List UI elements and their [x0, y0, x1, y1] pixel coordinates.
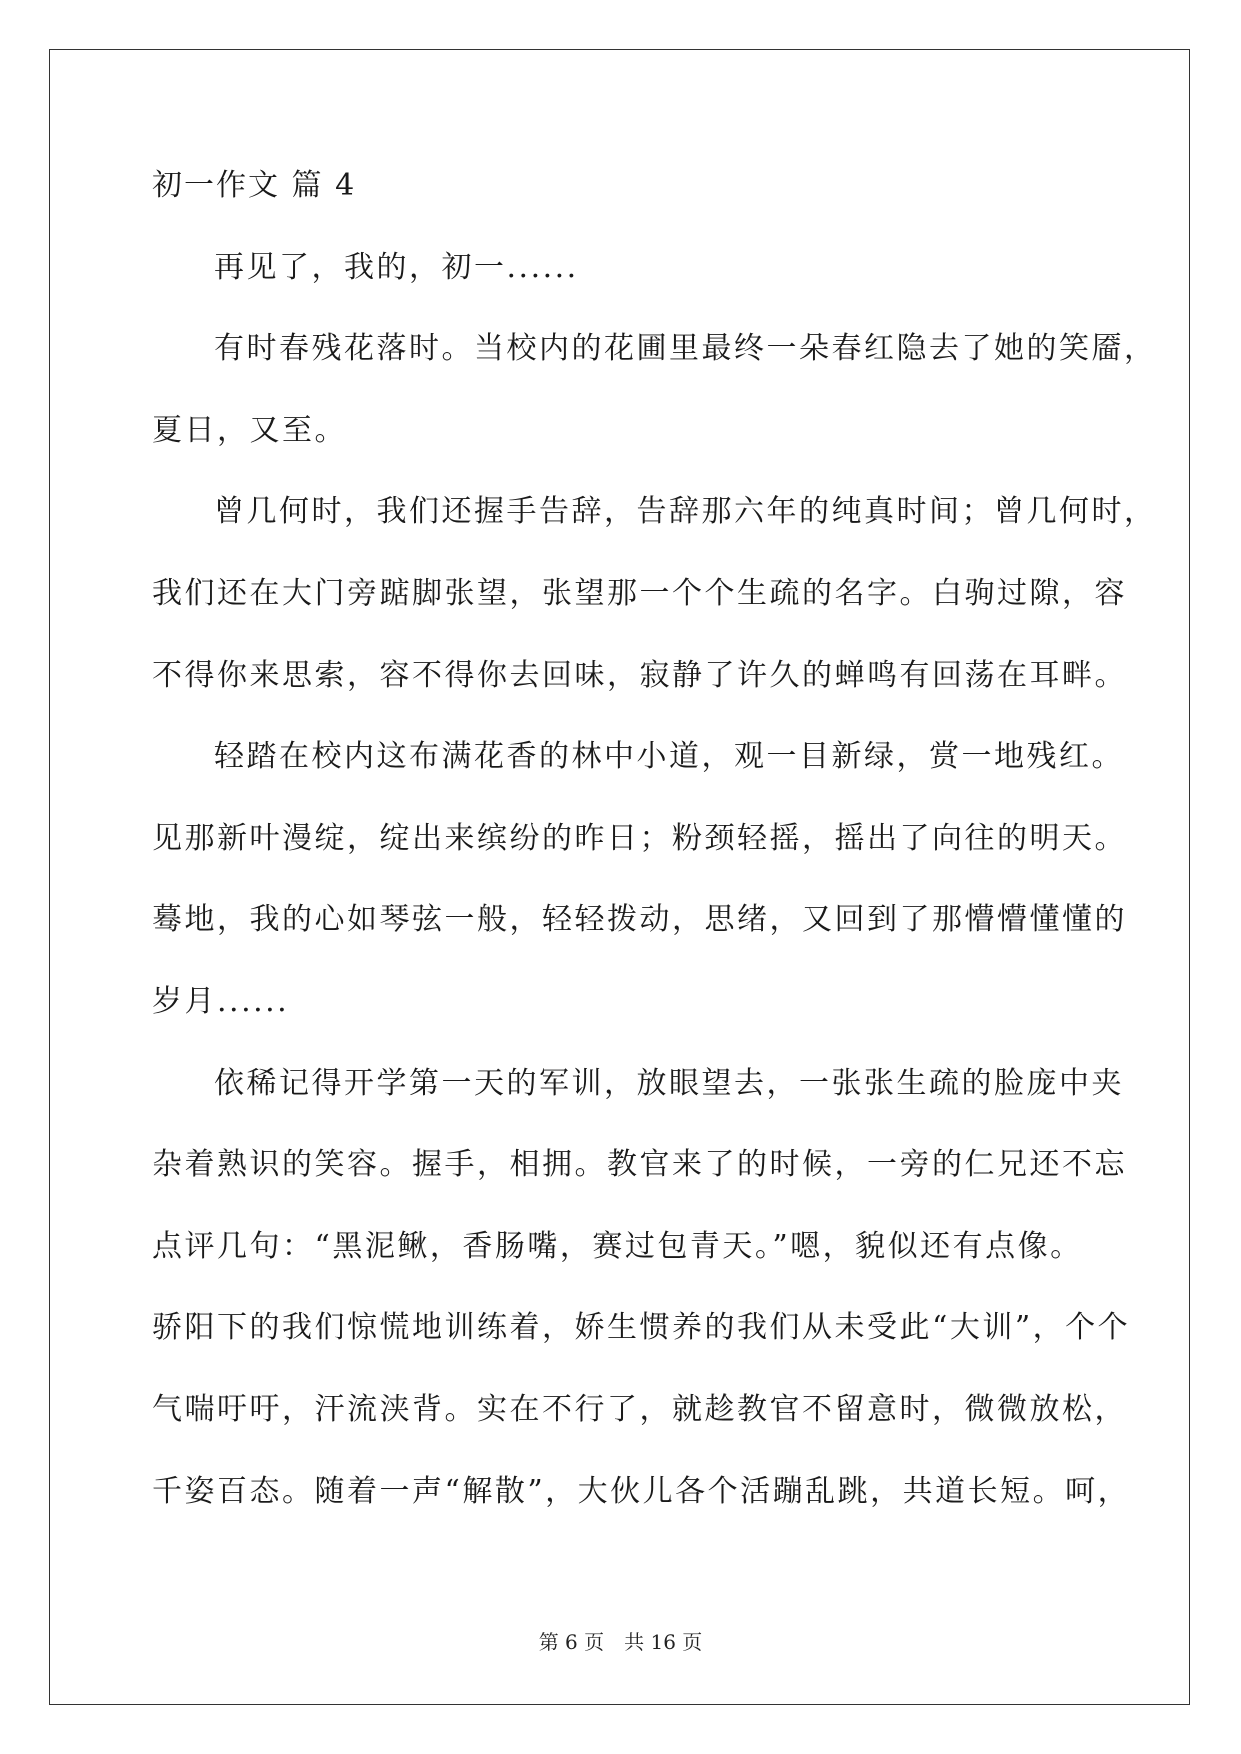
text-line: 夏日，又至。 — [152, 412, 347, 448]
text-line: 点评几句：“黑泥鳅，香肠嘴，赛过包青天。”嗯，貌似还有点像。 — [152, 1228, 1083, 1264]
text-line: 我们还在大门旁踮脚张望，张望那一个个生疏的名字。白驹过隙，容 — [152, 575, 1127, 611]
text-line: 有时春残花落时。当校内的花圃里最终一朵春红隐去了她的笑靥， — [214, 331, 1157, 367]
essay-paragraphs — [152, 242, 1157, 1548]
text-line: 不得你来思索，容不得你去回味，寂静了许久的蝉鸣有回荡在耳畔。 — [152, 657, 1127, 693]
text-line: 见那新叶漫绽，绽出来缤纷的昨日；粉颈轻摇，摇出了向往的明天。 — [152, 820, 1127, 856]
page-number-footer: 第 6 页 共 16 页 — [538, 1630, 703, 1654]
text-line: 千姿百态。随着一声“解散”，大伙儿各个活蹦乱跳，共道长短。呵， — [152, 1473, 1131, 1509]
text-line: 轻踏在校内这布满花香的林中小道，观一目新绿，赏一地残红。 — [214, 739, 1124, 775]
text-line: 气喘吁吁，汗流浃背。实在不行了，就趁教官不留意时，微微放松， — [152, 1391, 1127, 1427]
text-line: 再见了，我的，初一...... — [214, 249, 579, 285]
document-body — [152, 160, 1157, 1547]
text-line: 蓦地，我的心如琴弦一般，轻轻拨动，思绪，又回到了那懵懵懂懂的 — [152, 902, 1127, 938]
text-line: 杂着熟识的笑容。握手，相拥。教官来了的时候，一旁的仁兄还不忘 — [152, 1147, 1127, 1183]
text-line: 曾几何时，我们还握手告辞，告辞那六年的纯真时间；曾几何时， — [214, 494, 1157, 530]
essay-title: 初一作文 篇 4 — [152, 168, 357, 203]
text-line: 骄阳下的我们惊慌地训练着，娇生惯养的我们从未受此“大训”，个个 — [152, 1310, 1131, 1346]
text-line: 依稀记得开学第一天的军训，放眼望去，一张张生疏的脸庞中夹 — [214, 1065, 1124, 1101]
text-line: 岁月...... — [152, 983, 290, 1019]
